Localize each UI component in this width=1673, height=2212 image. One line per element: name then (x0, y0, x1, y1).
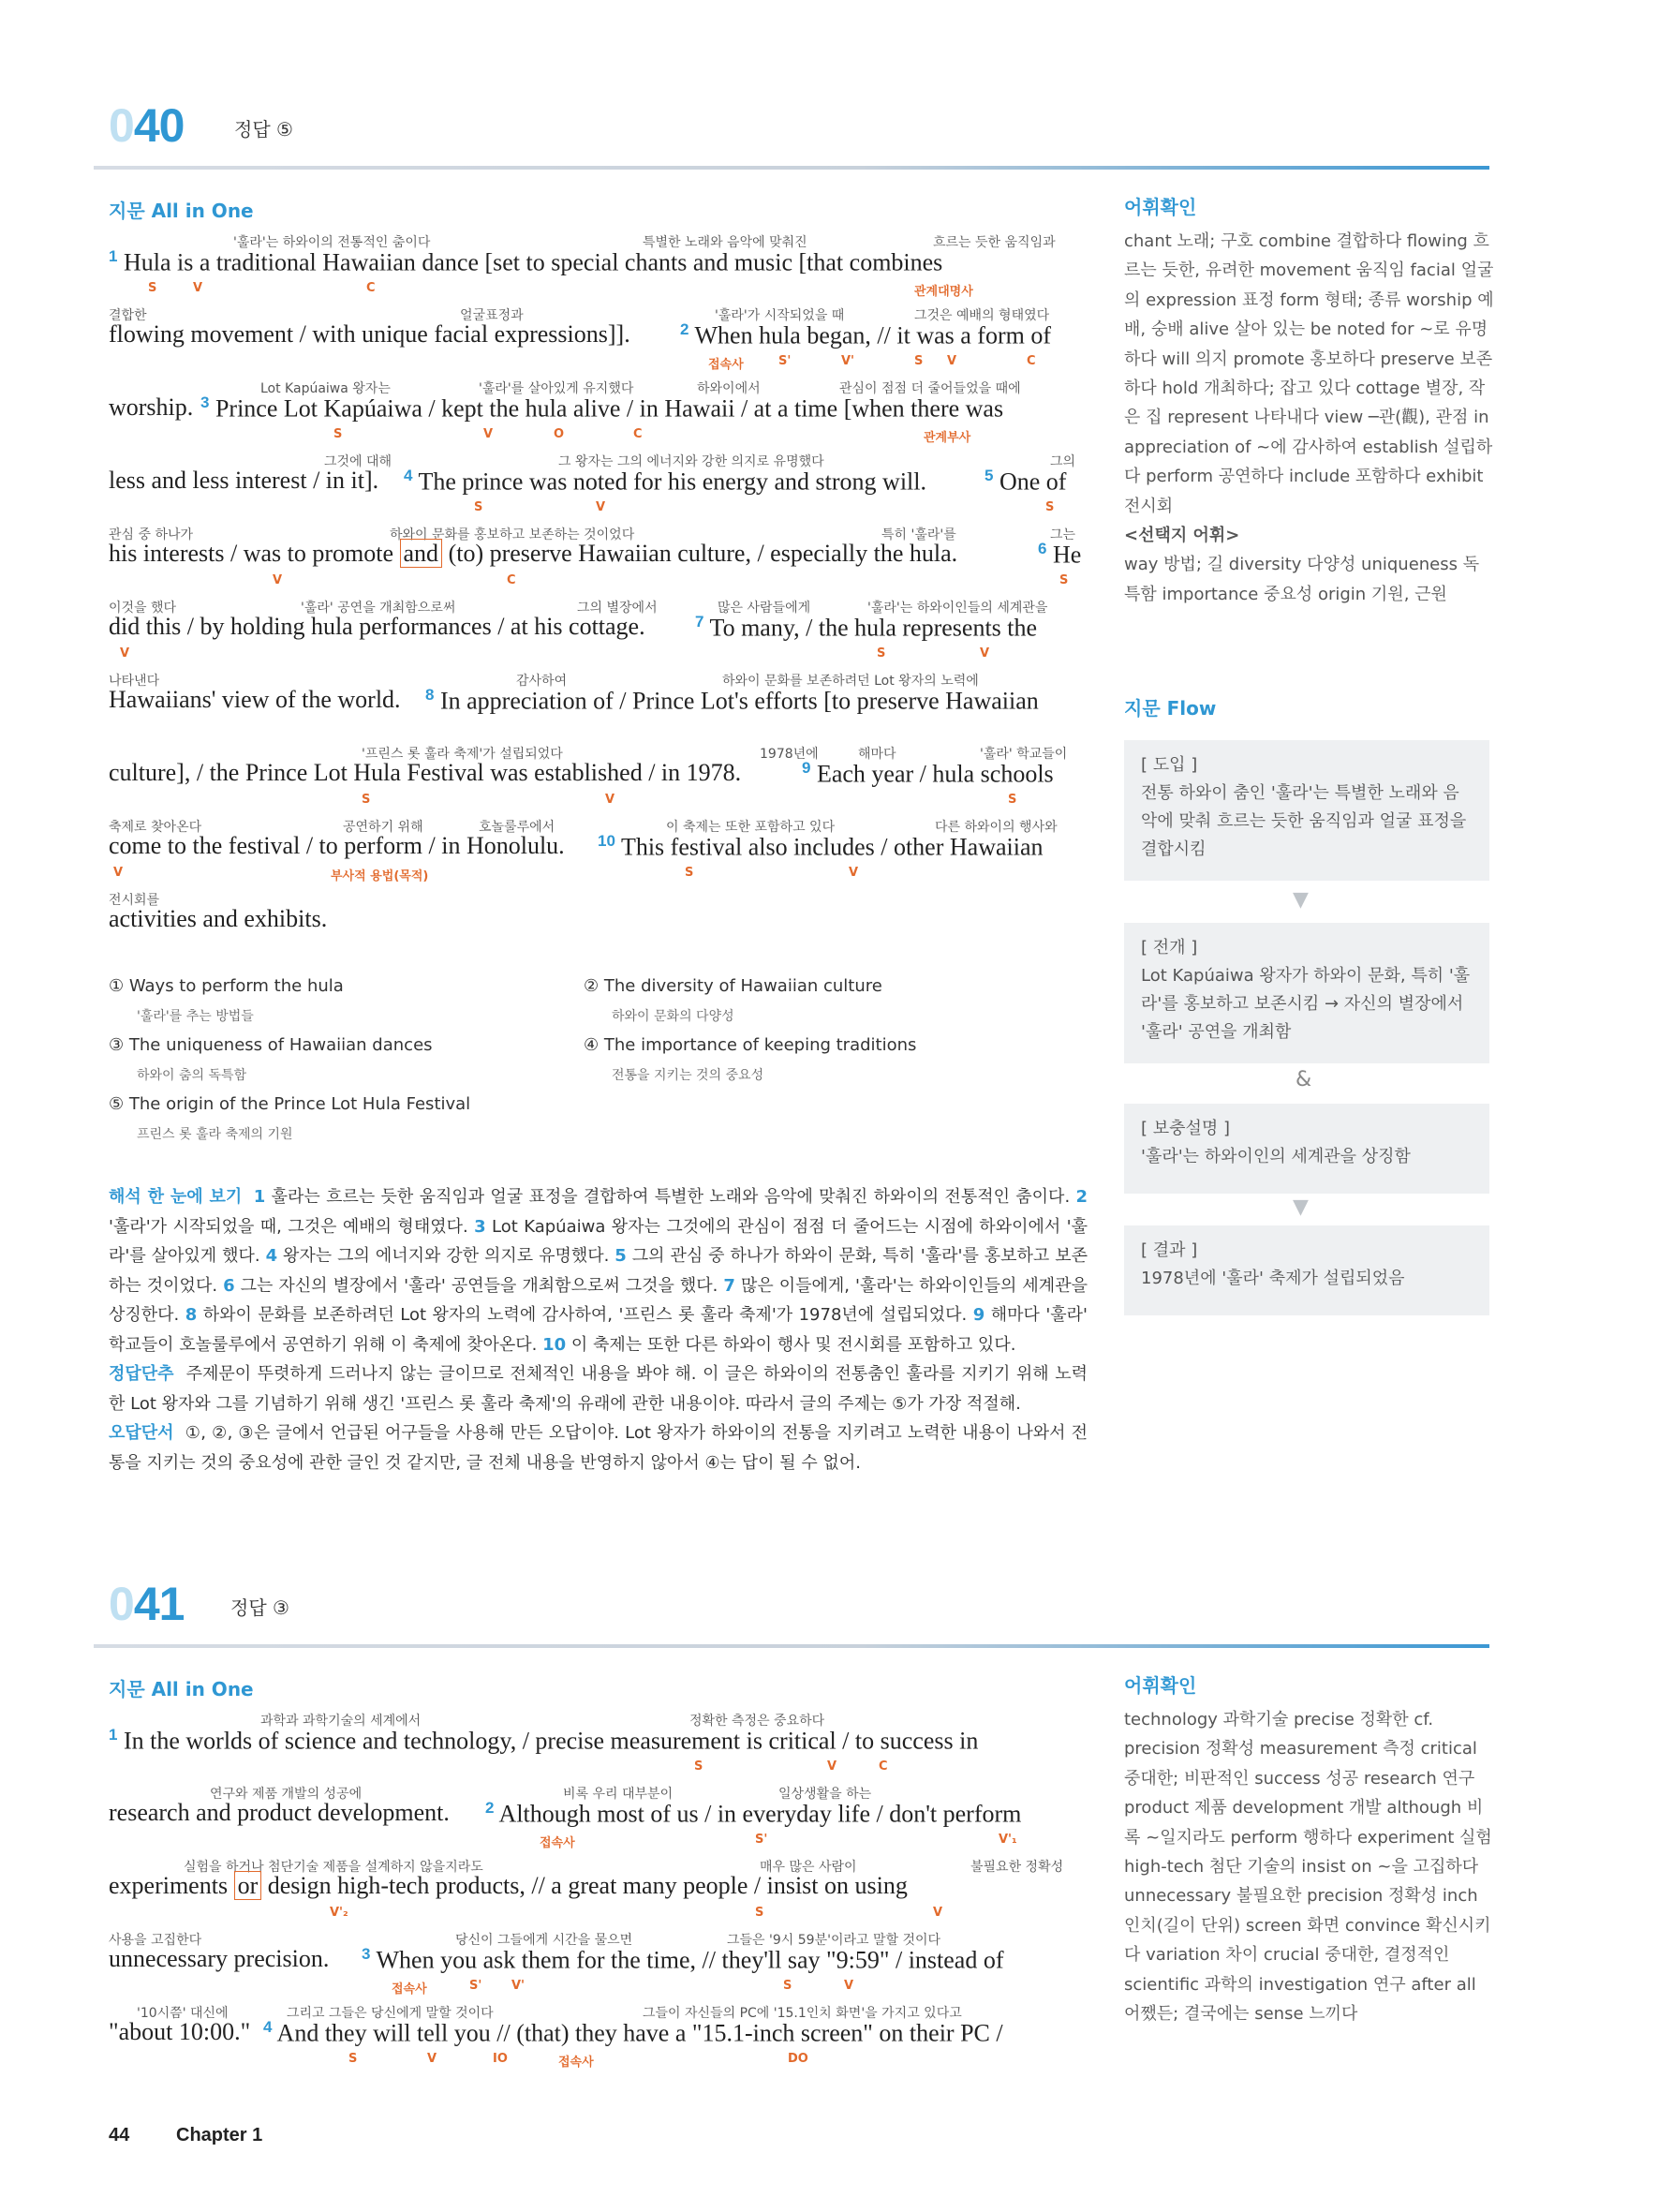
section-number-041: 041 (109, 1578, 185, 1630)
flow-ampersand: & (1295, 1068, 1312, 1091)
gloss: 이것을 했다 (109, 601, 177, 616)
tag: V'₁ (999, 1833, 1017, 1847)
gloss: 비록 우리 대부분이 (563, 1787, 674, 1802)
option-4[interactable]: ④ The importance of keeping traditions (584, 1035, 917, 1055)
sentence-2a: research and product development. (109, 1799, 450, 1826)
vocab-list-041: technology 과학기술 precise 정확한 cf. precision 정확성 measurement 측정 critical 중대한; 비판적인 success 성공 research 연구 product 제품 development 개발 although 비록 ~일지라도 perform 행하다 experiment 실험 high-tech 첨단 기술의 insist on ~을 고집하다 unnecessary 불필요한 precision 정확성 inch 인치(길이 단위) screen 화면 convince 확신시키다 variation 차이 crucial 중대한, 결정적인 scientific 과학의 investigation 연구 after all 어쨌든; 결국에는 sense 느끼다 (1124, 1710, 1492, 2025)
tag: V (605, 793, 615, 807)
option-5[interactable]: ⑤ The origin of the Prince Lot Hula Festival (109, 1094, 471, 1114)
tag: S (755, 1906, 764, 1920)
flow-supplement: [ 보충설명 ] '훌라'는 하와이인의 세계관을 상징함 (1124, 1104, 1489, 1194)
gloss: 그의 별장에서 (577, 601, 658, 616)
tag: V (947, 354, 957, 368)
gloss: 그것에 대해 (324, 454, 392, 469)
gloss: '훌라' 공연을 개최함으로써 (301, 601, 456, 616)
sentence-8b: culture], / the Prince Lot Hula Festival was established / in 1978. (109, 759, 742, 786)
gloss: '훌라'는 하와이인들의 세계관을 (867, 601, 1048, 616)
section-number-040: 040 (109, 99, 185, 152)
gloss: 정확한 측정은 중요하다 (689, 1714, 825, 1729)
answer-options (109, 976, 1088, 1164)
tag: S (348, 2052, 358, 2066)
gloss: 이 축제는 또한 포함하고 있다 (666, 820, 836, 835)
gloss: 얼굴표정과 (460, 308, 524, 323)
tag: V (483, 427, 494, 441)
gloss: 나타낸다 (109, 674, 160, 689)
tag: C (366, 281, 376, 295)
tag: C (1027, 354, 1036, 368)
answer-key-text: 주제문이 뚜렷하게 드러나지 않는 글이므로 전체적인 내용을 봐야 해. 이 글은 하와이의 전통춤인 훌라를 지키기 위해 노력한 Lot 왕자와 그를 기념하기 위해 생긴 '프린스 롯 훌라 축제'의 유래에 관한 내용이야. 따라서 글의 주제는 ⑤가 가장 적절해. (109, 1364, 1088, 1414)
passage-040 (109, 232, 1088, 932)
option-4-ko: 전통을 지키는 것의 중요성 (612, 1068, 764, 1083)
flow-heading: 지문 Flow (1124, 697, 1217, 720)
vocab-heading-040: 어휘확인 (1124, 196, 1197, 218)
tag: S (148, 281, 157, 295)
tag: S (914, 354, 924, 368)
sentence-4b: $^4$ And they will tell you // (that) they have a "15.1-inch screen" on their PC / (263, 2018, 1003, 2047)
wrong-answer-text: ①, ②, ③은 글에서 언급된 어구들을 사용해 만든 오답이야. Lot 왕자가 하와이의 전통을 지키려고 노력한 내용이 나와서 전통을 지키는 것의 중요성에 관한 글인 것 같지만, 글 전체 내용을 반영하지 않아서 ④는 답이 될 수 없어. (109, 1423, 1088, 1473)
tag: 접속사 (540, 1836, 575, 1850)
gloss: 호놀룰루에서 (479, 820, 555, 835)
option-1-ko: '훌라'를 추는 방법들 (137, 1009, 254, 1024)
gloss: 결합한 (109, 308, 147, 323)
tag: S' (778, 354, 792, 368)
tag: S (685, 866, 694, 880)
tag: DO (788, 2052, 808, 2066)
sentence-6b: did this / by holding hula performances / at his cottage. (109, 613, 645, 640)
gloss: 그의 (1050, 454, 1076, 469)
gloss: 실험을 하거나 첨단기술 제품을 설계하지 않을지라도 (184, 1860, 483, 1875)
tag: V (844, 1979, 854, 1993)
vocab-heading-041: 어휘확인 (1124, 1674, 1197, 1697)
answer-label-040: 정답 ⑤ (234, 118, 293, 141)
flow-intro: [ 도입 ] 전통 하와이 춤인 '훌라'는 특별한 노래와 음악에 맞춰 흐르는 듯한 움직임과 얼굴 표정을 결합시킴 (1124, 740, 1489, 881)
gloss: 관심이 점점 더 줄어들었을 때에 (839, 381, 1021, 396)
sentence-5b: his interests / was to promote and (to) preserve Hawaiian culture, / especially the hula. (109, 540, 958, 567)
tag: S (1059, 573, 1069, 587)
tag: S (333, 427, 343, 441)
gloss: 전시회를 (109, 893, 160, 908)
tag: S (877, 646, 886, 661)
gloss: 하와이 문화를 홍보하고 보존하는 것이었다 (390, 527, 635, 542)
option-1[interactable]: ① Ways to perform the hula (109, 976, 344, 996)
tag: 부사적 용법(목적) (331, 869, 429, 883)
gloss: 매우 많은 사람이 (760, 1860, 857, 1875)
gloss: 공연하기 위해 (343, 820, 423, 835)
tag: V (120, 646, 130, 661)
gloss: 그는 (1050, 527, 1076, 542)
gloss: 많은 사람들에게 (718, 601, 811, 616)
gloss: 축제로 찾아온다 (109, 820, 202, 835)
gloss: 그 왕자는 그의 에너지와 강한 의지로 유명했다 (558, 454, 824, 469)
gloss: 하와이에서 (697, 381, 761, 396)
tag: V (113, 866, 124, 880)
option-3-ko: 하와이 춤의 독특함 (137, 1068, 247, 1083)
sentence-3a: unnecessary precision. (109, 1945, 330, 1972)
gloss: 일상생활을 하는 (778, 1787, 872, 1802)
gloss: 연구와 제품 개발의 성공에 (210, 1787, 363, 1802)
translation-block: 해석 한 눈에 보기 1 훌라는 흐르는 듯한 움직임과 얼굴 표정을 결합하여 특별한 노래와 음악에 맞춰진 하와이의 전통적인 춤이다. 2 '훌라'가 시작되었을 때, 그것은 예배의 형태였다. 3 Lot Kapúaiwa 왕자는 그것에의 관심이 점점 더 줄어드는 시점에 하와이에서 '훌라'를 살아있게 했다. 4 왕자는 그의 에너지와 강한 의지로 유명했다. 5 그의 관심 중 하나가 하와이 문화, 특히 '훌라'를 홍보하고 보존하는 것이었다. 6 그는 자신의 별장에서 '훌라' 공연들을 개최함으로써 그것을 했다. 7 많은 이들에게, '훌라'는 하와이인들의 세계관을 상징한다. 8 하와이 문화를 보존하려던 Lot 왕자의 노력에 감사하여, '프린스 롯 훌라 축제'가 1978년에 설립되었다. 9 해마다 '훌라' 학교들이 호놀룰루에서 공연하기 위해 이 축제에 찾아온다. 10 이 축제는 또한 다른 하와이 행사 및 전시회를 포함하고 있다. 정답단추 주제문이 뚜렷하게 드러나지 않는 글이므로 전체적인 내용을 봐야 해. 이 글은 하와이의 전통춤인 훌라를 지키기 위해 노력한 Lot 왕자와 그를 기념하기 위해 생긴 '프린스 롯 훌라 축제'의 유래에 관한 내용이야. 따라서 글의 주제는 ⑤가 가장 적절해. 오답단서 ①, ②, ③은 글에서 언급된 어구들을 사용해 만든 오답이야. Lot 왕자가 하와이의 전통을 지키려고 노력한 내용이 나와서 전통을 지키는 것의 중요성에 관한 글인 것 같지만, 글 전체 내용을 반영하지 않아서 ④는 답이 될 수 없어. (109, 1187, 1088, 1473)
gloss: 불필요한 정확성 (970, 1860, 1064, 1875)
gloss: 1978년에 (760, 747, 819, 762)
flow-development: [ 전개 ] Lot Kapúaiwa 왕자가 하와이 문화, 특히 '훌라'를 홍보하고 보존시킴 → 자신의 별장에서 '훌라' 공연을 개최함 (1124, 923, 1489, 1063)
tag: V (273, 573, 283, 587)
sentence-4a: "about 10:00." (109, 2018, 251, 2045)
tag: S (1008, 793, 1017, 807)
option-3[interactable]: ③ The uniqueness of Hawaiian dances (109, 1035, 433, 1055)
gloss: 다른 하와이의 행사와 (935, 820, 1058, 835)
wrong-answer-label: 오답단서 (109, 1423, 174, 1443)
tag: C (507, 573, 516, 587)
gloss: '10시쯤' 대신에 (137, 2006, 229, 2021)
tag: V (596, 500, 606, 514)
option-2[interactable]: ② The diversity of Hawaiian culture (584, 976, 882, 996)
passage-041 (109, 1711, 1088, 2086)
vocab-options-label: <선택지 어휘> (1124, 526, 1240, 546)
sentence-2a: flowing movement / with unique facial expressions]]. (109, 320, 630, 348)
answer-label-041: 정답 ③ (230, 1596, 289, 1619)
tag: S (694, 1759, 703, 1774)
tag: S (783, 1979, 792, 1993)
section-divider (94, 1644, 1489, 1648)
sentence-9: $^9$ Each year / hula schools (802, 759, 1054, 788)
sentence-3b: $^3$ When you ask them for the time, // they'll say "9:59" / instead of (362, 1945, 1004, 1974)
tag: V (427, 2052, 437, 2066)
sentence-7: $^7$ To many, / the hula represents the (695, 613, 1038, 642)
tag: V' (511, 1979, 526, 1993)
sentence-6a: $^6$ He (1038, 540, 1082, 569)
gloss: 그것은 예배의 형태였다 (914, 308, 1050, 323)
vocab-list-040: chant 노래; 구호 combine 결합하다 flowing 흐르는 듯한, 유려한 movement 움직임 facial 얼굴의 expression 표정 form 형태; 종류 worship 예배, 숭배 alive 살아 있는 be noted for ~로 유명하다 will 의지 promote 홍보하다 preserve 보존하다 hold 개최하다; 잡고 있다 cottage 별장, 작은 집 represent 나타내다 view ─관(觀), 관점 in appreciation of ~에 감사하여 establish 설립하다 perform 공연하다 include 포함하다 exhibit 전시회 <선택지 어휘> way 방법; 길 diversity 다양성 uniqueness 독특함 importance 중요성 origin 기원, 근원 (1124, 231, 1494, 604)
page-number: 44 (109, 2125, 130, 2145)
gloss: 그들은 '9시 59분'이라고 말할 것이다 (727, 1933, 941, 1948)
tag: C (879, 1759, 888, 1774)
tag: V (980, 646, 990, 661)
sentence-1: $^1$ In the worlds of science and technology, / precise measurement is critical / to success in (109, 1726, 979, 1755)
down-arrow-icon: ▼ (1293, 1195, 1309, 1219)
gloss: 당신이 그들에게 시간을 물으면 (455, 1933, 633, 1948)
gloss: 사용을 고집한다 (109, 1933, 202, 1948)
tag: O (554, 427, 565, 441)
sentence-3b: $^3$ Prince Lot Kapúaiwa / kept the hula alive / in Hawaii / at a time [when there was (200, 393, 1004, 423)
tag: V (933, 1906, 943, 1920)
gloss: '훌라'를 살아있게 유지했다 (479, 381, 634, 396)
tag: S (362, 793, 371, 807)
gloss: 흐르는 듯한 움직임과 (933, 235, 1056, 250)
gloss: '훌라'가 시작되었을 때 (715, 308, 845, 323)
gloss: 과학과 과학기술의 세계에서 (260, 1714, 422, 1729)
sentence-1: $^1$ Hula is a traditional Hawaiian dance [set to special chants and music [that combines (109, 247, 943, 276)
gloss: 특히 '훌라'를 (881, 527, 956, 542)
sentence-2b: $^2$ Although most of us / in everyday life / don't perform (485, 1799, 1022, 1828)
tag: 접속사 (558, 2056, 594, 2070)
gloss: '프린스 롯 훌라 축제'가 설립되었다 (362, 747, 563, 762)
tag: 접속사 (708, 358, 744, 372)
tag: C (633, 427, 643, 441)
gloss: 관심 중 하나가 (109, 527, 194, 542)
gloss: '훌라'는 하와이의 전통적인 춤이다 (233, 235, 431, 250)
option-5-ko: 프린스 롯 훌라 축제의 기원 (137, 1127, 293, 1142)
tag: S (1045, 500, 1055, 514)
translation-label: 해석 한 눈에 보기 (109, 1187, 243, 1207)
gloss: 그들이 자신들의 PC에 '15.1인치 화면'을 가지고 있다고 (643, 2006, 962, 2021)
tag: V (193, 281, 203, 295)
sentence-5a: $^5$ One of (985, 467, 1067, 496)
down-arrow-icon: ▼ (1293, 888, 1309, 912)
tag: 관계대명사 (914, 285, 973, 299)
gloss: 그리고 그들은 당신에게 말할 것이다 (287, 2006, 494, 2021)
tag: V (827, 1759, 837, 1774)
gloss: Lot Kapúaiwa 왕자는 (260, 381, 391, 396)
option-2-ko: 하와이 문화의 다양성 (612, 1009, 734, 1024)
chapter-label: Chapter 1 (176, 2125, 263, 2145)
tag: 접속사 (392, 1982, 427, 1997)
tag: S (474, 500, 483, 514)
gloss: 감사하여 (516, 674, 568, 689)
sentence-10: $^{10}$ This festival also includes / other Hawaiian (598, 832, 1044, 861)
sentence-10b: activities and exhibits. (109, 905, 328, 932)
tag: S' (469, 1979, 482, 1993)
tag: V' (841, 354, 855, 368)
gloss: 하와이 문화를 보존하려던 Lot 왕자의 노력에 (722, 674, 979, 689)
section-divider (94, 166, 1489, 170)
sentence-9b: come to the festival / to perform / in Honolulu. (109, 832, 565, 859)
gloss: '훌라' 학교들이 (980, 747, 1068, 762)
sentence-2b: $^2$ When hula began, // it was a form of (680, 320, 1051, 349)
sentence-4a: less and less interest / in it]. (109, 467, 379, 494)
sentence-8: $^8$ In appreciation of / Prince Lot's efforts [to preserve Hawaiian (425, 686, 1039, 715)
sentence-2c: experiments or design high-tech products, // a great many people / insist on using (109, 1872, 908, 1899)
sentence-3a: worship. (109, 393, 194, 421)
flow-result: [ 결과 ] 1978년에 '훌라' 축제가 설립되었음 (1124, 1225, 1489, 1315)
passage-heading-040: 지문 All in One (109, 200, 254, 222)
tag: 관계부사 (924, 431, 971, 445)
tag: V'₂ (330, 1906, 348, 1920)
sentence-7b: Hawaiians' view of the world. (109, 686, 401, 713)
passage-heading-041: 지문 All in One (109, 1678, 254, 1700)
gloss: 특별한 노래와 음악에 맞춰진 (643, 235, 807, 250)
sentence-4b: $^4$ The prince was noted for his energy and strong will. (404, 467, 926, 496)
gloss: 해마다 (858, 747, 896, 762)
tag: IO (493, 2052, 508, 2066)
tag: S' (755, 1833, 768, 1847)
answer-key-label: 정답단추 (109, 1364, 174, 1384)
tag: V (849, 866, 859, 880)
